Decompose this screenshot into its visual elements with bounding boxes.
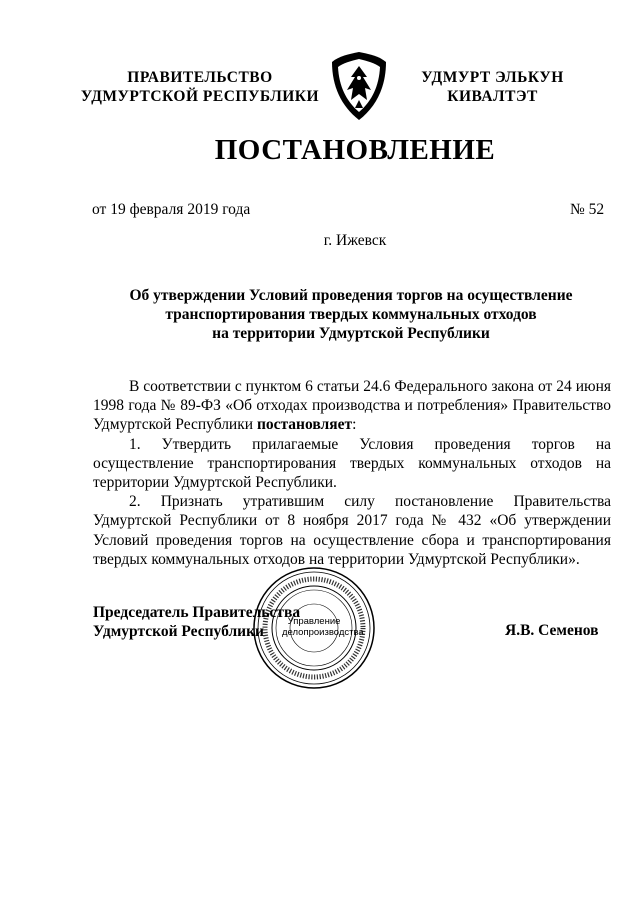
signatory-name: Я.В. Семенов (505, 622, 599, 639)
document-body (93, 377, 611, 569)
udmurt-coat-of-arms-icon (329, 50, 389, 122)
signatory-position-line1: Председатель Правительства (93, 604, 301, 621)
title-line1: Об утверждении Условий проведения торгов на осуществление (129, 287, 573, 304)
header-right-line2: КИВАЛТЭТ (447, 88, 538, 105)
document-title (92, 286, 610, 343)
document-city: г. Ижевск (323, 232, 387, 249)
header-right-line1: УДМУРТ ЭЛЬКУН (421, 69, 564, 86)
signatory-position-line2: Удмуртской Республики (93, 623, 264, 640)
body-paragraph-item-1: 1. Утвердить прилагаемые Условия проведения торгов на осуществление транспортирования твердых коммунальных отходов на территории Удмуртской Республики. (93, 435, 611, 492)
body-paragraph-preamble (93, 377, 611, 435)
title-line3: на территории Удмуртской Республики (212, 325, 490, 342)
stamp-inner-line1: Управление (287, 616, 341, 627)
header-udmurt-name (405, 68, 580, 106)
header-left-line1: ПРАВИТЕЛЬСТВО (127, 69, 273, 86)
title-line2: транспортирования твердых коммунальных отходов (165, 306, 537, 323)
stamp-inner-line2: делопроизводства (282, 627, 364, 638)
header-left-line2: УДМУРТСКОЙ РЕСПУБЛИКИ (80, 88, 320, 105)
preamble-decree-word: постановляет (256, 416, 353, 434)
body-paragraph-item-2: 2. Признать утратившим силу постановление Правительства Удмуртской Республики от 8 ноября 2017 года № 432 «Об утверждении Условий проведения торгов на осуществление сбора и транспортирования твердых коммунальных отходов на территории Удмуртской Республики». (93, 493, 611, 568)
document-number: № 52 (570, 201, 605, 218)
preamble-text: В соответствии с пунктом 6 статьи 24.6 Федерального закона от 24 июня 1998 года № 89-ФЗ «Об отходах производства и потребления» Правительство Удмуртской Республики (93, 378, 611, 434)
header-government-name (80, 68, 320, 106)
document-date: от 19 февраля 2019 года (92, 201, 251, 218)
preamble-colon: : (352, 416, 357, 434)
signatory-position (93, 603, 300, 641)
document-type: ПОСТАНОВЛЕНИЕ (214, 134, 496, 166)
